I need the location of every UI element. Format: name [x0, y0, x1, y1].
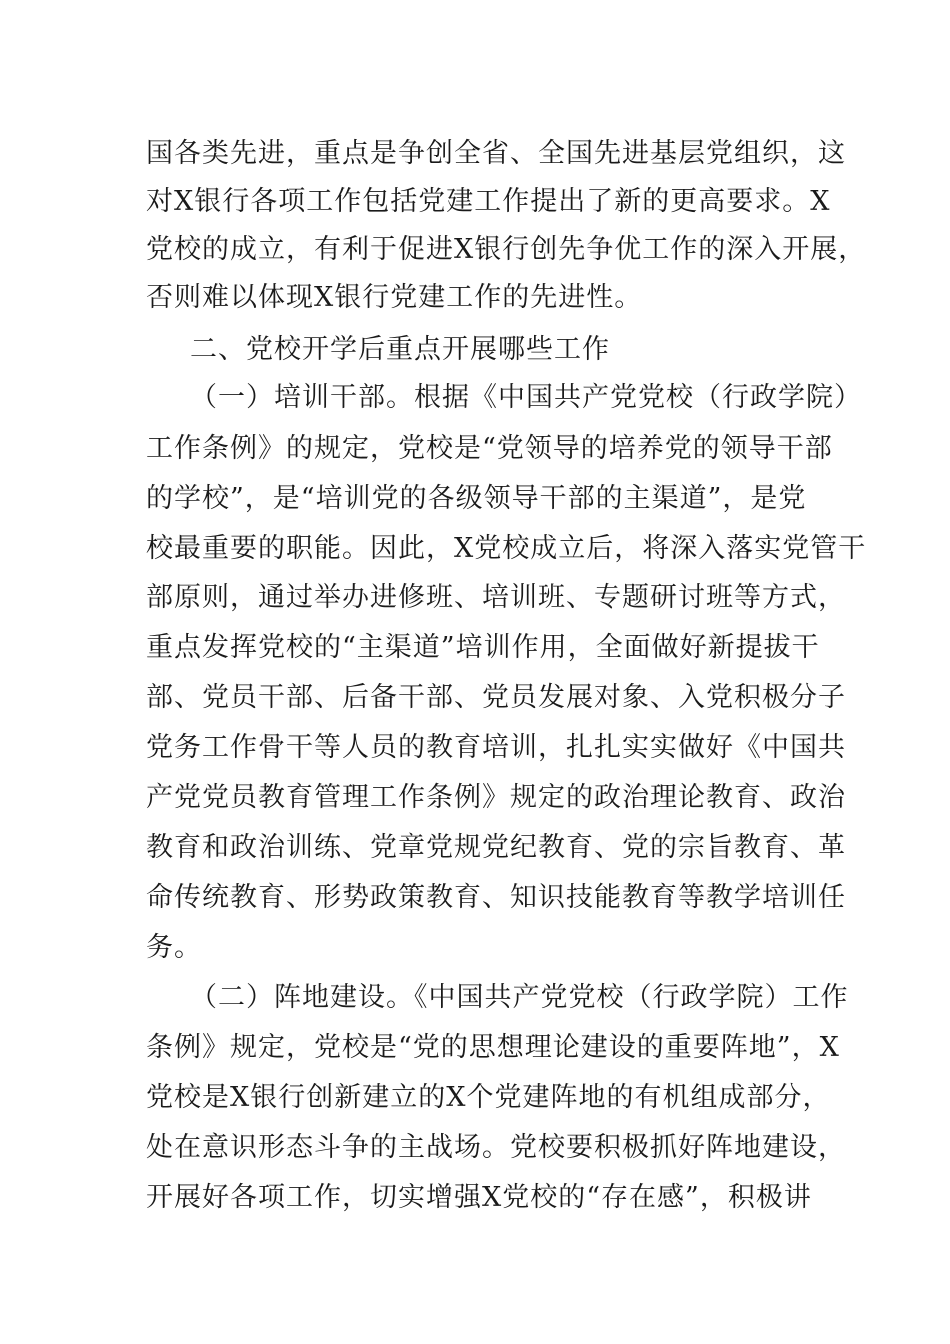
paragraph-line: 条例》规定，党校是“党的思想理论建设的重要阵地”，X: [146, 1032, 840, 1063]
paragraph-line: 产党党员教育管理工作条例》规定的政治理论教育、政治: [146, 782, 846, 813]
paragraph-line: 教育和政治训练、党章党规党纪教育、党的宗旨教育、革: [146, 832, 846, 863]
paragraph-line: （一）培训干部。根据《中国共产党党校（行政学院）: [190, 382, 862, 413]
paragraph-line: 的学校”，是“培训党的各级领导干部的主渠道”，是党: [146, 483, 807, 514]
paragraph-line: 党校是X银行创新建立的X个党建阵地的有机组成部分，: [146, 1082, 831, 1113]
paragraph-line: 重点发挥党校的“主渠道”培训作用，全面做好新提拔干: [146, 632, 820, 663]
paragraph-line: （二）阵地建设。《中国共产党党校（行政学院）工作: [190, 982, 849, 1013]
paragraph-line: 党务工作骨干等人员的教育培训，扎扎实实做好《中国共: [146, 732, 846, 763]
section-heading: 二、党校开学后重点开展哪些工作: [190, 334, 610, 365]
paragraph-line: 否则难以体现X银行党建工作的先进性。: [146, 282, 643, 313]
paragraph-line: 开展好各项工作，切实增强X党校的“存在感”，积极讲: [146, 1182, 812, 1213]
paragraph-line: 部原则，通过举办进修班、培训班、专题研讨班等方式，: [146, 582, 846, 613]
paragraph-line: 工作条例》的规定，党校是“党领导的培养党的领导干部: [146, 433, 833, 464]
paragraph-line: 处在意识形态斗争的主战场。党校要积极抓好阵地建设，: [146, 1132, 846, 1163]
paragraph-line: 命传统教育、形势政策教育、知识技能教育等教学培训任: [146, 882, 846, 913]
paragraph-line: 国各类先进，重点是争创全省、全国先进基层党组织，这: [146, 138, 846, 169]
paragraph-line: 对X银行各项工作包括党建工作提出了新的更高要求。X: [146, 186, 831, 217]
paragraph-line: 部、党员干部、后备干部、党员发展对象、入党积极分子: [146, 682, 846, 713]
paragraph-line: 党校的成立，有利于促进X银行创先争优工作的深入开展，: [146, 234, 867, 265]
paragraph-line: 校最重要的职能。因此，X党校成立后，将深入落实党管干: [146, 533, 867, 564]
paragraph-line: 务。: [146, 932, 202, 963]
